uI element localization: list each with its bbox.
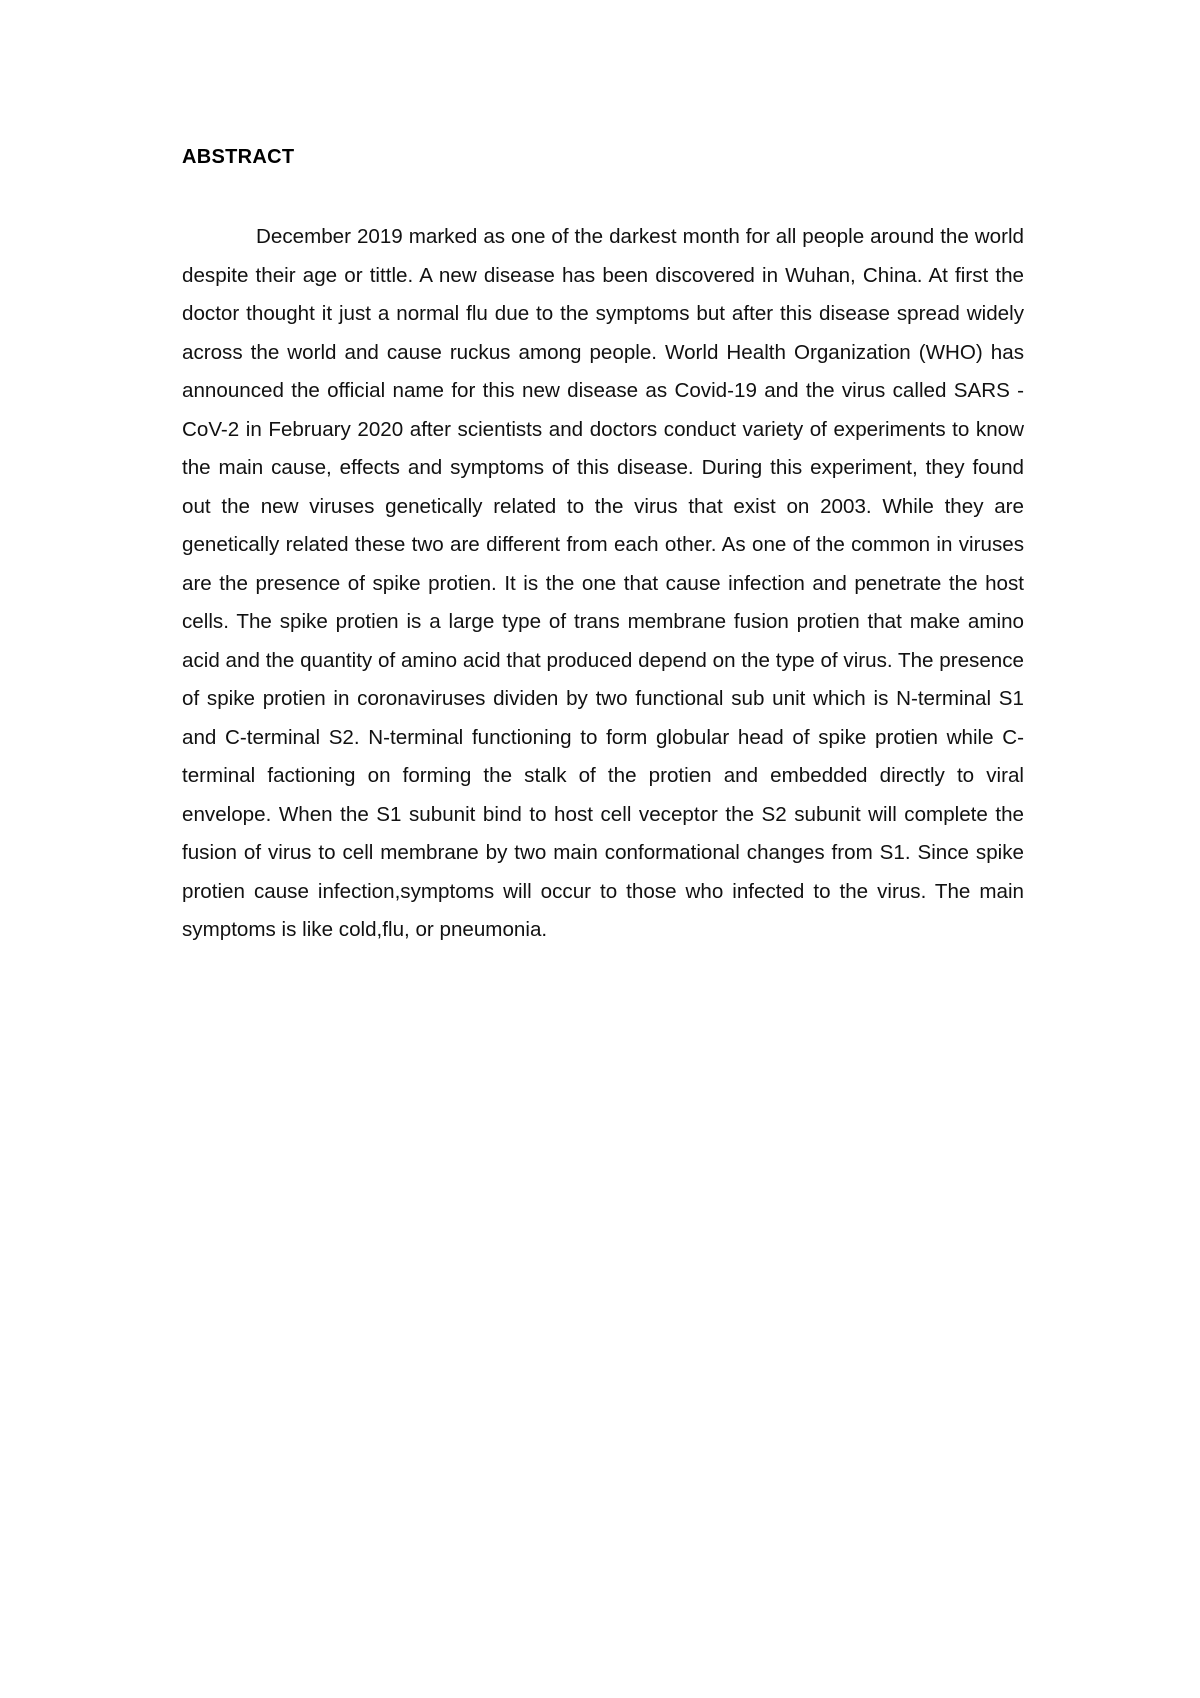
abstract-heading: ABSTRACT xyxy=(182,146,295,168)
abstract-paragraph: December 2019 marked as one of the darkest month for all people around the world despite their age or tittle. A new disease has been discovered in Wuhan, China. At first the doctor thought it just a normal flu due to the symptoms but after this disease spread widely across the world and cause ruckus among people. World Health Organization (WHO) has announced the official name for this new disease as Covid-19 and the virus called SARS - CoV-2 in February 2020 after scientists and doctors conduct variety of experiments to know the main cause, effects and symptoms of this disease. During this experiment, they found out the new viruses genetically related to the virus that exist on 2003. While they are genetically related these two are different from each other. As one of the common in viruses are the presence of spike protien. It is the one that cause infection and penetrate the host cells. The spike protien is a large type of trans membrane fusion protien that make amino acid and the quantity of amino acid that produced depend on the type of virus. The presence of spike protien in coronaviruses dividen by two functional sub unit which is N-terminal S1 and C-terminal S2. N-terminal functioning to form globular head of spike protien while C- terminal factioning on forming the stalk of the protien and embedded directly to viral envelope. When the S1 subunit bind to host cell veceptor the S2 subunit will complete the fusion of virus to cell membrane by two main conformational changes from S1. Since spike protien cause infection,symptoms will occur to those who infected to the virus. The main symptoms is like cold,flu, or pneumonia. xyxy=(182,225,1024,941)
